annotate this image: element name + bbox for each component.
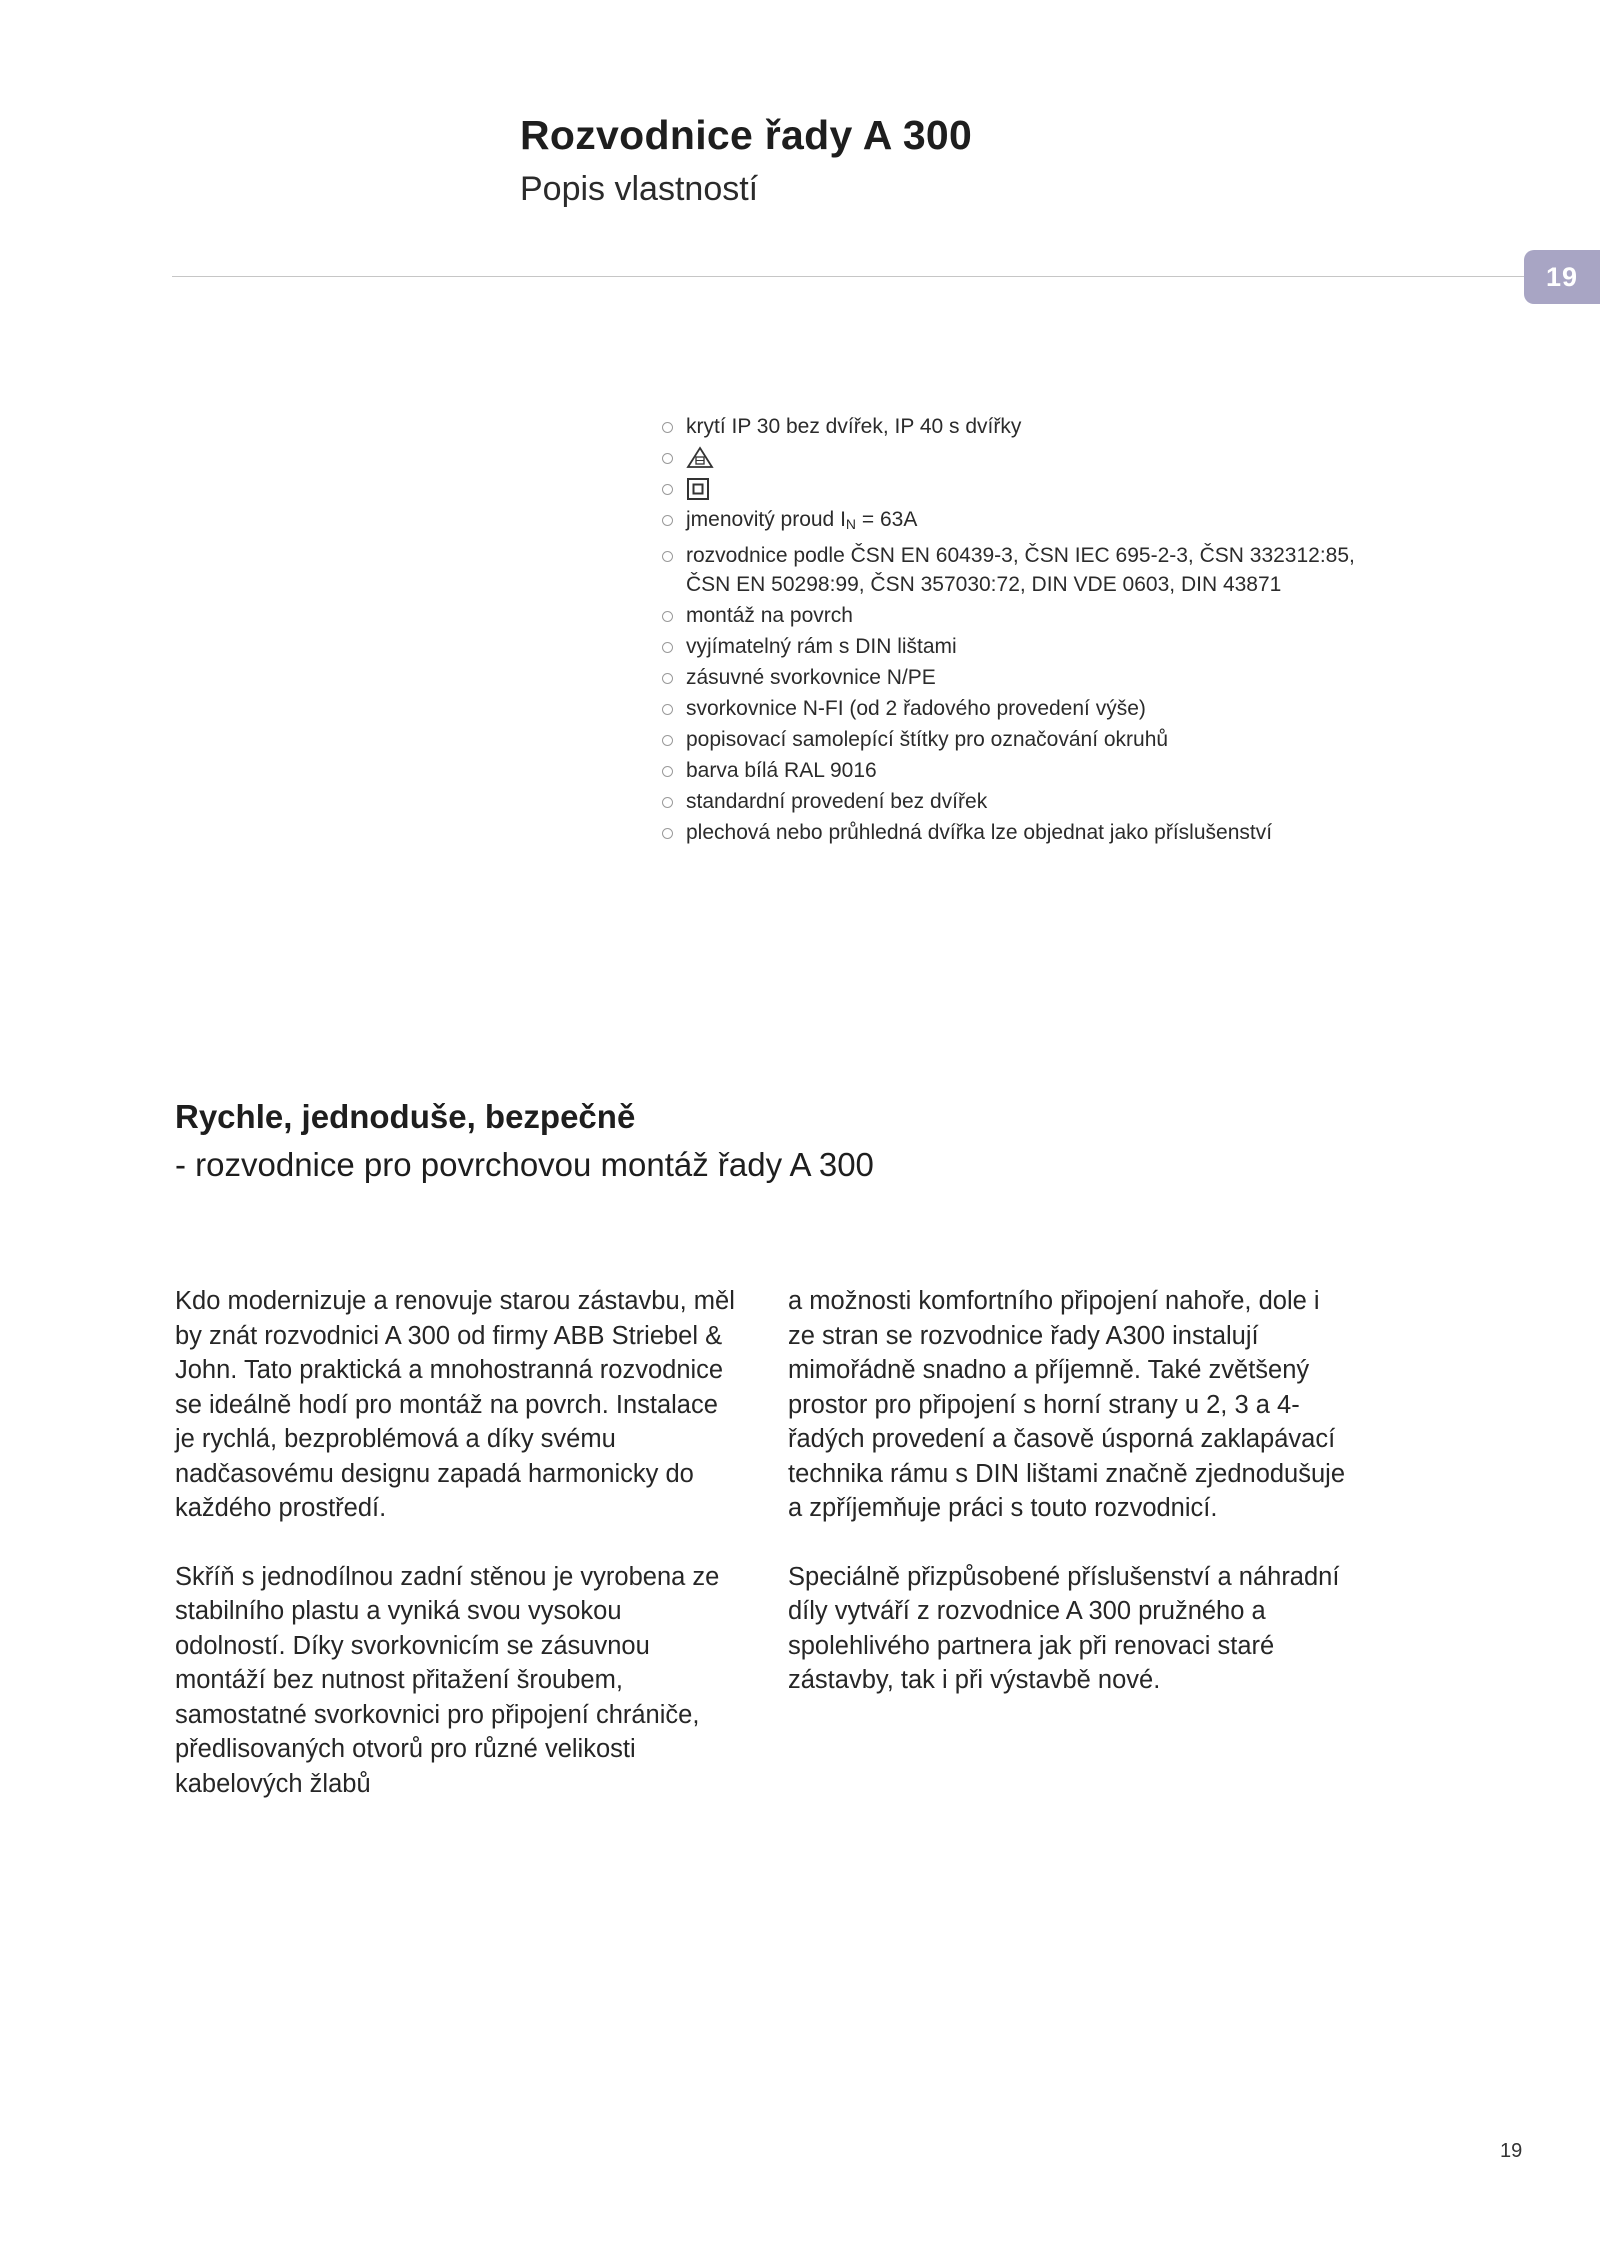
feature-item: zásuvné svorkovnice N/PE <box>660 663 1440 692</box>
double-insulation-icon <box>686 477 710 501</box>
feature-item-current <box>660 505 1440 539</box>
page-tab: 19 <box>1524 250 1600 304</box>
current-label: jmenovitý proud I <box>686 508 846 531</box>
feature-text: krytí IP 30 bez dvířek, IP 40 s dvířky <box>686 415 1022 438</box>
feature-item-standards <box>660 541 1440 599</box>
feature-list <box>660 412 1440 849</box>
body-paragraph: Skříň s jednodílnou zadní stěnou je vyrobena ze stabilního plastu a vyniká svou vysokou odolností. Díky svorkovnicím se zásuvnou montáží bez nutnost přitažení šroubem, samostatné svorkovnici pro připojení chrániče, předlisovaných otvorů pro různé velikosti kabelových žlabů <box>175 1562 720 1798</box>
triangle-rating-icon <box>686 446 714 470</box>
section-subtitle: - rozvodnice pro povrchovou montáž řady A 300 <box>175 1146 874 1183</box>
feature-item-symbol-double-insulation <box>660 474 1440 503</box>
feature-item-ip <box>660 412 1440 441</box>
page-subtitle: Popis vlastností <box>520 170 759 208</box>
section-title: Rychle, jednoduše, bezpečně <box>175 1098 636 1135</box>
standards-line-2: ČSN EN 50298:99, ČSN 357030:72, DIN VDE 0603, DIN 43871 <box>686 573 1282 596</box>
body-paragraph: a možnosti komfortního připojení nahoře, dole i ze stran se rozvodnice řady A300 instalují mimořádně snadno a příjemně. Také zvětšený prostor pro připojení s horní strany u 2, 3 a 4-řadých provedení a časově úsporná zaklapávací technika rámu s DIN lištami značně zjednodušuje a zpříjemňuje práci s touto rozvodnicí. <box>788 1287 1346 1522</box>
feature-item: standardní provedení bez dvířek <box>660 787 1440 816</box>
current-subscript: N <box>845 516 857 532</box>
page-number: 19 <box>1500 2140 1523 2162</box>
feature-item: plechová nebo průhledná dvířka lze objednat jako příslušenství <box>660 818 1440 847</box>
body-column-left <box>175 1284 735 1835</box>
body-paragraph: Speciálně přizpůsobené příslušenství a náhradní díly vytváří z rozvodnice A 300 pružného a spolehlivého partnera jak při renovaci staré zástavby, tak i při výstavbě nové. <box>788 1562 1340 1694</box>
body-paragraph: Kdo modernizuje a renovuje starou zástavbu, měl by znát rozvodnici A 300 od firmy ABB Striebel & John. Tato praktická a mnohostranná rozvodnice se ideálně hodí pro montáž na povrch. Instalace je rychlá, bezproblémová a díky svému nadčasovému designu zapadá harmonicky do každého prostředí. <box>175 1287 735 1522</box>
feature-item-symbol-triangle <box>660 443 1440 472</box>
feature-item: vyjímatelný rám s DIN lištami <box>660 632 1440 661</box>
feature-item: montáž na povrch <box>660 601 1440 630</box>
body-column-right <box>788 1284 1348 1732</box>
feature-item: svorkovnice N-FI (od 2 řadového provedení výše) <box>660 694 1440 723</box>
page-title: Rozvodnice řady A 300 <box>520 112 973 158</box>
current-value: = 63A <box>856 508 918 531</box>
feature-item: barva bílá RAL 9016 <box>660 756 1440 785</box>
header-divider <box>172 276 1524 277</box>
standards-line-1: rozvodnice podle ČSN EN 60439-3, ČSN IEC 695-2-3, ČSN 332312:85, <box>686 544 1355 567</box>
feature-item: popisovací samolepící štítky pro označování okruhů <box>660 725 1440 754</box>
